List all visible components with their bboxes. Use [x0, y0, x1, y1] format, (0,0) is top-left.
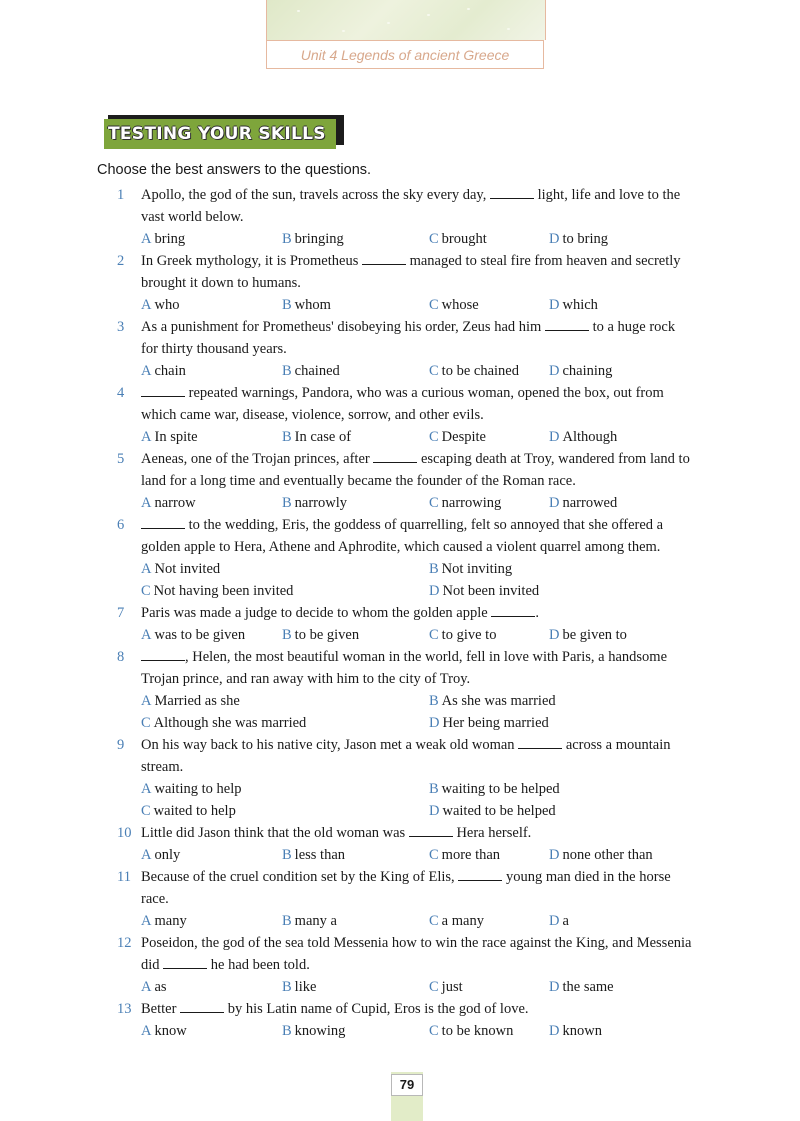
option-letter: B: [282, 363, 292, 379]
question-line: [117, 734, 722, 756]
question-text-pre: Apollo, the god of the sun, travels across the sky every day,: [141, 187, 490, 203]
option-c[interactable]: [429, 492, 501, 514]
option-b[interactable]: [282, 976, 316, 998]
option-b[interactable]: [429, 690, 556, 712]
question-number: 10: [117, 825, 132, 841]
question-text-post: across a mountain: [562, 737, 671, 753]
question-text-cont-b: he had been told.: [207, 957, 310, 973]
question-text-cont: golden apple to Hera, Athene and Aphrodite, which caused a violent quarrel among them.: [141, 539, 661, 555]
option-text: knowing: [294, 1023, 346, 1039]
question-text-post: managed to steal fire from heaven and secretly: [405, 253, 681, 269]
question-number: 12: [117, 935, 132, 951]
answer-blank[interactable]: [180, 1000, 224, 1013]
question-line: [117, 316, 722, 338]
question-list: [117, 184, 722, 1042]
question-text-cont: land for a long time and eventually became the founder of the Roman race.: [141, 473, 576, 489]
options-row: [117, 492, 722, 514]
option-letter: A: [141, 913, 152, 929]
option-text: was to be given: [154, 627, 246, 643]
option-a[interactable]: [141, 976, 167, 998]
option-text: narrow: [154, 495, 196, 511]
option-text: whom: [294, 297, 331, 313]
option-letter: B: [429, 561, 439, 577]
option-text: none other than: [562, 847, 653, 863]
option-letter: B: [282, 495, 292, 511]
option-c[interactable]: [429, 294, 479, 316]
option-letter: A: [141, 847, 152, 863]
question-text: [141, 866, 722, 888]
option-text: bring: [154, 231, 186, 247]
option-c[interactable]: [429, 910, 484, 932]
option-text: like: [294, 979, 317, 995]
option-letter: C: [429, 363, 439, 379]
option-c[interactable]: [429, 624, 496, 646]
question-number: 1: [117, 187, 125, 203]
option-letter: D: [549, 847, 560, 863]
option-a[interactable]: [141, 778, 241, 800]
option-d[interactable]: [549, 910, 569, 932]
option-letter: B: [282, 1023, 292, 1039]
option-a[interactable]: [141, 1020, 187, 1042]
options-row: [117, 910, 722, 932]
option-letter: C: [429, 297, 439, 313]
option-letter: C: [429, 979, 439, 995]
option-letter: D: [549, 297, 560, 313]
option-text: less than: [294, 847, 346, 863]
question-line-cont: [117, 954, 722, 976]
question-text: [141, 734, 722, 756]
question-line-cont: [117, 404, 722, 426]
option-a[interactable]: [141, 844, 180, 866]
option-a[interactable]: [141, 492, 196, 514]
option-text: bringing: [294, 231, 344, 247]
option-letter: D: [429, 715, 440, 731]
option-text: to bring: [562, 231, 608, 247]
option-letter: B: [282, 847, 292, 863]
option-d[interactable]: [549, 976, 614, 998]
option-letter: D: [549, 429, 560, 445]
option-text: Not inviting: [441, 561, 513, 577]
page-number: 79: [391, 1074, 423, 1096]
option-letter: C: [429, 913, 439, 929]
question-number: 11: [117, 869, 131, 885]
option-b[interactable]: [282, 624, 359, 646]
option-c[interactable]: [429, 228, 487, 250]
option-b[interactable]: [282, 360, 340, 382]
option-b[interactable]: [282, 492, 347, 514]
question-line: [117, 646, 722, 668]
option-text: waited to help: [153, 803, 236, 819]
option-text: be given to: [562, 627, 627, 643]
question-number: 9: [117, 737, 125, 753]
question-line-cont: [117, 272, 722, 294]
option-text: As she was married: [441, 693, 556, 709]
option-letter: C: [141, 715, 151, 731]
answer-blank[interactable]: [373, 450, 417, 463]
options-row: [117, 360, 722, 382]
option-letter: C: [141, 583, 151, 599]
answer-blank[interactable]: [490, 186, 534, 199]
question-line: [117, 932, 722, 954]
question-text-cont: brought it down to humans.: [141, 275, 301, 291]
question-text-post: repeated warnings, Pandora, who was a curious woman, opened the box, out from: [185, 385, 664, 401]
options-row: [117, 976, 722, 998]
option-text: who: [154, 297, 180, 313]
question-text-pre: Aeneas, one of the Trojan princes, after: [141, 451, 374, 467]
question-number: 5: [117, 451, 125, 467]
option-letter: D: [549, 363, 560, 379]
option-text: In case of: [294, 429, 352, 445]
question-line-cont: [117, 470, 722, 492]
question-text-post: to the wedding, Eris, the goddess of quarrelling, felt so annoyed that she offered a: [185, 517, 664, 533]
option-letter: C: [429, 231, 439, 247]
option-letter: B: [429, 781, 439, 797]
answer-blank[interactable]: [141, 516, 185, 529]
options-row: [117, 228, 722, 250]
question-text: [141, 514, 722, 536]
option-text: Although: [562, 429, 618, 445]
option-letter: B: [282, 231, 292, 247]
question-line: [117, 514, 722, 536]
option-text: chaining: [562, 363, 613, 379]
question-line: [117, 250, 722, 272]
options-row: [117, 1020, 722, 1042]
option-text: Married as she: [154, 693, 240, 709]
question-number: 2: [117, 253, 125, 269]
question-number: 3: [117, 319, 125, 335]
option-letter: C: [429, 429, 439, 445]
question-text-post: .: [535, 605, 539, 621]
question-text-pre: In Greek mythology, it is Prometheus: [141, 253, 362, 269]
option-letter: C: [429, 495, 439, 511]
question-line-cont: [117, 668, 722, 690]
option-d[interactable]: [549, 844, 653, 866]
question-text-pre: Because of the cruel condition set by the King of Elis,: [141, 869, 459, 885]
option-b[interactable]: [282, 228, 344, 250]
question-text-cont: which came war, disease, violence, sorrow, and other evils.: [141, 407, 484, 423]
options-row: [117, 294, 722, 316]
question-text-cont: race.: [141, 891, 169, 907]
option-letter: A: [141, 231, 152, 247]
section-banner-label: TESTING YOUR SKILLS: [104, 119, 336, 149]
question-text-pre: As a punishment for Prometheus' disobeying his order, Zeus had him: [141, 319, 545, 335]
option-letter: A: [141, 1023, 152, 1039]
question-text: [141, 184, 722, 206]
option-text: to give to: [441, 627, 497, 643]
option-d[interactable]: [549, 492, 617, 514]
option-c[interactable]: [429, 1020, 513, 1042]
question-text-cont: vast world below.: [141, 209, 244, 225]
question-text: [141, 382, 722, 404]
question-line: [117, 866, 722, 888]
option-a[interactable]: [141, 294, 179, 316]
option-text: many: [154, 913, 187, 929]
question-text-pre: On his way back to his native city, Jason met a weak old woman: [141, 737, 519, 753]
question-line-cont: [117, 888, 722, 910]
option-c[interactable]: [429, 976, 463, 998]
question-line: [117, 382, 722, 404]
option-text: a many: [441, 913, 484, 929]
option-letter: B: [282, 979, 292, 995]
question-text-cont: stream.: [141, 759, 184, 775]
option-letter: C: [141, 803, 151, 819]
option-d[interactable]: [549, 228, 608, 250]
question-number: 7: [117, 605, 125, 621]
option-letter: D: [549, 231, 560, 247]
option-text: just: [441, 979, 463, 995]
option-a[interactable]: [141, 558, 220, 580]
option-letter: C: [429, 1023, 439, 1039]
question-text-post: by his Latin name of Cupid, Eros is the god of love.: [224, 1001, 529, 1017]
question-text-pre: Better: [141, 1001, 181, 1017]
question-number: 13: [117, 1001, 132, 1017]
option-text: narrowing: [441, 495, 502, 511]
option-text: more than: [441, 847, 501, 863]
question-number: 4: [117, 385, 125, 401]
option-letter: A: [141, 627, 152, 643]
question-line-cont: [117, 536, 722, 558]
option-d[interactable]: [549, 426, 617, 448]
option-letter: B: [282, 429, 292, 445]
option-letter: D: [549, 495, 560, 511]
question-text: [141, 822, 722, 844]
option-d[interactable]: [549, 294, 598, 316]
option-a[interactable]: [141, 360, 186, 382]
option-text: Not been invited: [442, 583, 540, 599]
question-text: [141, 646, 722, 668]
option-a[interactable]: [141, 426, 198, 448]
question-line: [117, 822, 722, 844]
option-text: waited to be helped: [442, 803, 556, 819]
answer-blank[interactable]: [545, 318, 589, 331]
option-b[interactable]: [282, 1020, 345, 1042]
option-letter: A: [141, 561, 152, 577]
answer-blank[interactable]: [362, 252, 406, 265]
option-d[interactable]: [549, 360, 612, 382]
option-letter: D: [549, 979, 560, 995]
option-text: Although she was married: [153, 715, 307, 731]
answer-blank[interactable]: [409, 824, 453, 837]
option-b[interactable]: [429, 778, 560, 800]
option-letter: B: [429, 693, 439, 709]
option-d[interactable]: [429, 712, 549, 734]
option-c[interactable]: [141, 712, 306, 734]
option-letter: A: [141, 693, 152, 709]
question-text-cont: Trojan prince, and ran away with him to the city of Troy.: [141, 671, 471, 687]
question-line: [117, 448, 722, 470]
question-number: 6: [117, 517, 125, 533]
option-text: narrowed: [562, 495, 618, 511]
answer-blank[interactable]: [163, 956, 207, 969]
option-text: as: [154, 979, 167, 995]
option-letter: B: [282, 627, 292, 643]
options-row: [117, 800, 722, 822]
options-row: [117, 580, 722, 602]
option-c[interactable]: [141, 800, 236, 822]
options-row: [117, 778, 722, 800]
option-c[interactable]: [429, 426, 486, 448]
option-text: brought: [441, 231, 487, 247]
question-line-cont: [117, 756, 722, 778]
option-text: chain: [154, 363, 186, 379]
option-b[interactable]: [282, 426, 351, 448]
option-b[interactable]: [282, 844, 345, 866]
question-text-cont-a: did: [141, 957, 164, 973]
question-line: [117, 184, 722, 206]
answer-blank[interactable]: [141, 648, 185, 661]
option-c[interactable]: [429, 844, 500, 866]
question-text-pre: Poseidon, the god of the sea told Messenia how to win the race against the King, and Messenia: [141, 935, 692, 951]
option-letter: D: [429, 583, 440, 599]
options-row: [117, 844, 722, 866]
question-text-cont: for thirty thousand years.: [141, 341, 287, 357]
answer-blank[interactable]: [491, 604, 535, 617]
options-row: [117, 712, 722, 734]
question-text: [141, 448, 722, 470]
header-decoration: [266, 0, 546, 40]
question-text-post: light, life and love to the: [534, 187, 681, 203]
option-letter: C: [429, 847, 439, 863]
option-text: to be chained: [441, 363, 519, 379]
option-c[interactable]: [429, 360, 519, 382]
option-text: to be given: [294, 627, 360, 643]
option-letter: D: [549, 627, 560, 643]
option-text: Her being married: [442, 715, 549, 731]
unit-title: Unit 4 Legends of ancient Greece: [266, 40, 544, 69]
option-text: In spite: [154, 429, 198, 445]
option-d[interactable]: [429, 800, 556, 822]
option-letter: D: [429, 803, 440, 819]
option-text: know: [154, 1023, 187, 1039]
option-letter: B: [282, 297, 292, 313]
option-letter: A: [141, 429, 152, 445]
question-text: [141, 932, 722, 954]
option-text: only: [154, 847, 181, 863]
option-b[interactable]: [282, 294, 331, 316]
option-letter: A: [141, 781, 152, 797]
option-letter: C: [429, 627, 439, 643]
option-letter: B: [282, 913, 292, 929]
option-text: Not having been invited: [153, 583, 294, 599]
option-text: known: [562, 1023, 602, 1039]
option-letter: D: [549, 1023, 560, 1039]
option-text: which: [562, 297, 598, 313]
question-text: [141, 602, 722, 624]
answer-blank[interactable]: [458, 868, 502, 881]
option-text: waiting to be helped: [441, 781, 560, 797]
option-d[interactable]: [549, 1020, 602, 1042]
question-text-post: Hera herself.: [452, 825, 532, 841]
option-a[interactable]: [141, 690, 240, 712]
question-line-cont: [117, 338, 722, 360]
option-text: chained: [294, 363, 340, 379]
question-text-post: young man died in the horse: [502, 869, 671, 885]
option-letter: D: [549, 913, 560, 929]
option-letter: A: [141, 979, 152, 995]
options-row: [117, 558, 722, 580]
options-row: [117, 426, 722, 448]
option-text: the same: [562, 979, 614, 995]
option-c[interactable]: [141, 580, 293, 602]
question-text: [141, 316, 722, 338]
question-text: [141, 998, 722, 1020]
question-line-cont: [117, 206, 722, 228]
option-b[interactable]: [282, 910, 337, 932]
option-letter: A: [141, 363, 152, 379]
question-text-cont: [141, 954, 722, 976]
page-number-tab: [391, 1072, 423, 1121]
question-text-post: , Helen, the most beautiful woman in the world, fell in love with Paris, a handsome: [185, 649, 668, 665]
option-text: to be known: [441, 1023, 514, 1039]
question-number: 8: [117, 649, 125, 665]
option-text: Not invited: [154, 561, 221, 577]
options-row: [117, 624, 722, 646]
option-d[interactable]: [549, 624, 627, 646]
section-banner: [104, 115, 344, 149]
option-text: whose: [441, 297, 479, 313]
option-a[interactable]: [141, 624, 245, 646]
option-text: waiting to help: [154, 781, 242, 797]
option-text: narrowly: [294, 495, 348, 511]
option-text: many a: [294, 913, 337, 929]
option-a[interactable]: [141, 228, 185, 250]
option-letter: A: [141, 495, 152, 511]
option-a[interactable]: [141, 910, 187, 932]
option-d[interactable]: [429, 580, 539, 602]
option-text: a: [562, 913, 569, 929]
question-line: [117, 998, 722, 1020]
question-line: [117, 602, 722, 624]
question-text-post: to a huge rock: [588, 319, 676, 335]
question-text-pre: Little did Jason think that the old woman was: [141, 825, 409, 841]
answer-blank[interactable]: [518, 736, 562, 749]
option-text: Despite: [441, 429, 486, 445]
option-letter: A: [141, 297, 152, 313]
question-text-post: escaping death at Troy, wandered from land to: [417, 451, 690, 467]
question-text: [141, 250, 722, 272]
answer-blank[interactable]: [141, 384, 185, 397]
question-text-pre: Paris was made a judge to decide to whom the golden apple: [141, 605, 492, 621]
instruction-text: Choose the best answers to the questions.: [97, 162, 372, 178]
options-row: [117, 690, 722, 712]
option-b[interactable]: [429, 558, 512, 580]
